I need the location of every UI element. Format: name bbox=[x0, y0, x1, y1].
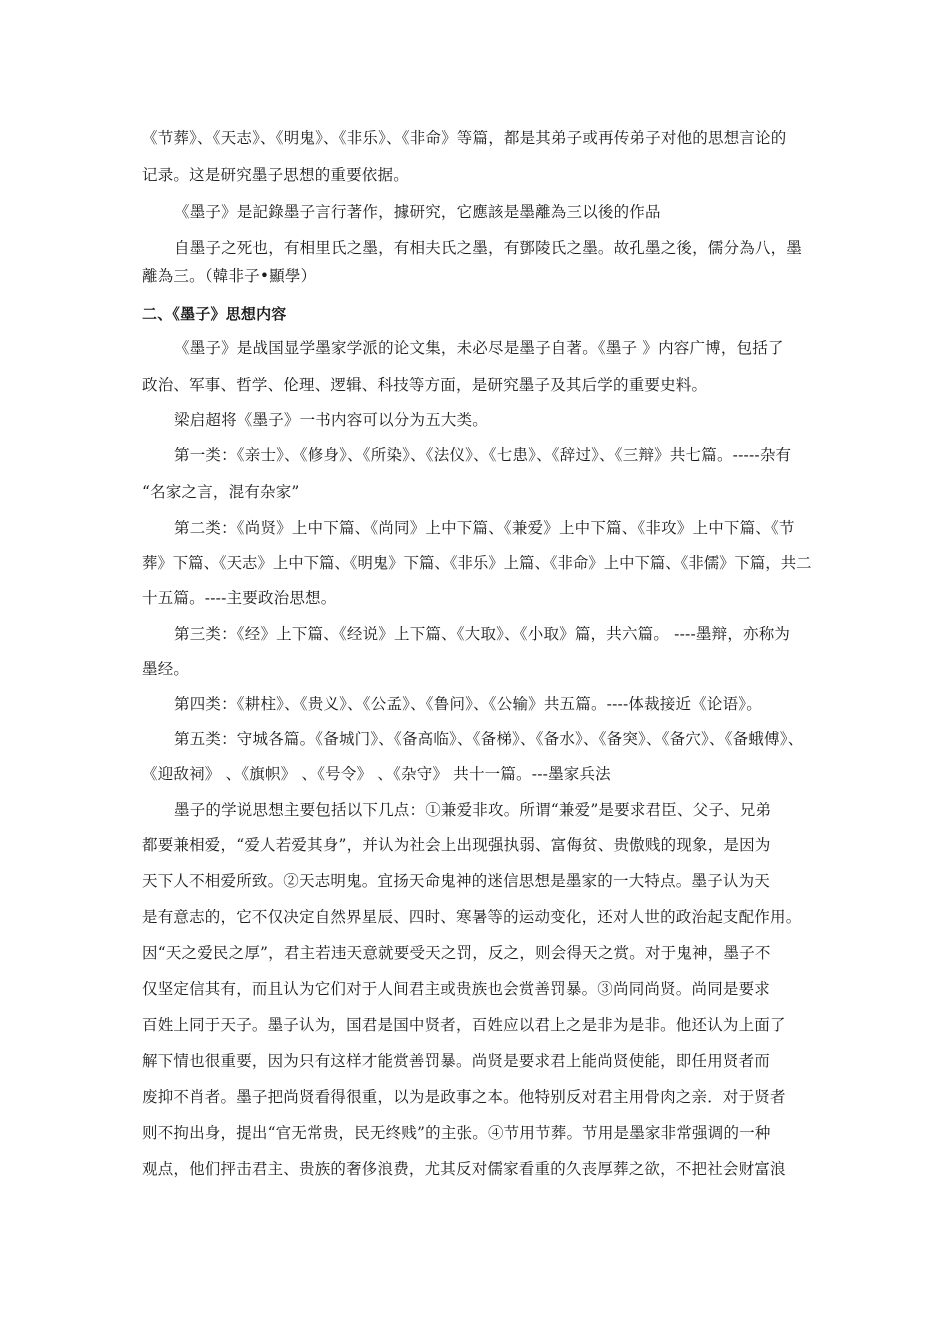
text-line: 《墨子》是战国显学墨家学派的论文集，未必尽是墨子自著。《墨子 》内容广博，包括了 bbox=[174, 339, 784, 357]
text-line: “名家之言，混有杂家” bbox=[142, 483, 300, 501]
text-line: 因“天之爱民之厚”，君主若违天意就要受天之罚，反之，则会得天之赏。对于鬼神，墨子不 bbox=[142, 944, 771, 962]
text-line: 记录。这是研究墨子思想的重要依据。 bbox=[142, 166, 409, 184]
text-line: 自墨子之死也，有相里氏之墨，有相夫氏之墨，有鄧陵氏之墨。故孔墨之後，儒分為八，墨 bbox=[174, 239, 803, 257]
text-line: 百姓上同于天子。墨子认为，国君是国中贤者，百姓应以君上之是非为是非。他还认为上面了 bbox=[142, 1016, 786, 1034]
text-line: 都要兼相爱，“爱人若爱其身”，并认为社会上出现强执弱、富侮贫、贵傲贱的现象，是因为 bbox=[142, 836, 771, 854]
text-line: 梁启超将《墨子》一书内容可以分为五大类。 bbox=[174, 411, 489, 429]
section-heading: 二、《墨子》思想内容 bbox=[142, 305, 287, 323]
text-line: 《墨子》是記錄墨子言行著作，據研究，它應該是墨離為三以後的作品 bbox=[174, 203, 661, 221]
text-line: 第二类：《尚贤》上中下篇、《尚同》上中下篇、《兼爱》上中下篇、《非攻》上中下篇、《节 bbox=[174, 519, 795, 537]
text-line: 废抑不肖者。墨子把尚贤看得很重，以为是政事之本。他特别反对君主用骨肉之亲．对于贤者 bbox=[142, 1088, 786, 1106]
text-line: 是有意志的，它不仅决定自然界星辰、四时、寒暑等的运动变化，还对人世的政治起支配作用。 bbox=[142, 908, 802, 926]
text-line: 十五篇。----主要政治思想。 bbox=[142, 589, 337, 607]
text-line: 《节葬》、《天志》、《明鬼》、《非乐》、《非命》等篇，都是其弟子或再传弟子对他的思想言论的 bbox=[142, 129, 787, 147]
text-line: 第一类：《亲士》、《修身》、《所染》、《法仪》、《七患》、《辞过》、《三辩》共七篇。-----杂有 bbox=[174, 446, 792, 464]
text-line: 观点，他们抨击君主、贵族的奢侈浪费，尤其反对儒家看重的久丧厚葬之欲，不把社会财富浪 bbox=[142, 1160, 786, 1178]
text-line: 墨经。 bbox=[142, 660, 190, 678]
text-line: 《迎敌祠》 、《旗帜》 、《号令》 、《杂守》 共十一篇。---墨家兵法 bbox=[142, 765, 611, 783]
text-line: 第三类：《经》上下篇、《经说》上下篇、《大取》、《小取》篇，共六篇。 ----墨辩，亦称为 bbox=[174, 625, 791, 643]
text-line: 葬》下篇、《天志》上中下篇、《明鬼》下篇、《非乐》上篇、《非命》上中下篇、《非儒》下篇，共二 bbox=[142, 554, 812, 572]
text-line: 第四类：《耕柱》、《贵义》、《公孟》、《鲁问》、《公输》共五篇。----体裁接近《论语》。 bbox=[174, 695, 762, 713]
text-line: 離為三。（韓非子•顯學） bbox=[142, 267, 317, 285]
text-line: 解下情也很重要，因为只有这样才能赏善罚暴。尚贤是要求君上能尚贤使能，即任用贤者而 bbox=[142, 1052, 771, 1070]
text-line: 政治、军事、哲学、伦理、逻辑、科技等方面，是研究墨子及其后学的重要史料。 bbox=[142, 376, 708, 394]
text-line: 天下人不相爱所致。②天志明鬼。宜扬天命鬼神的迷信思想是墨家的一大特点。墨子认为天 bbox=[142, 872, 771, 890]
text-line: 仅坚定信其有，而且认为它们对于人间君主或贵族也会赏善罚暴。③尚同尚贤。尚同是要求 bbox=[142, 980, 771, 998]
text-line: 墨子的学说思想主要包括以下几点：①兼爱非攻。所谓“兼爱”是要求君臣、父子、兄弟 bbox=[174, 801, 772, 819]
text-line: 第五类：守城各篇。《备城门》、《备高临》、《备梯》、《备水》、《备突》、《备穴》、《备蛾傅》、 bbox=[174, 730, 804, 748]
text-line: 则不拘出身，提出“官无常贵，民无终贱”的主张。④节用节葬。节用是墨家非常强调的一种 bbox=[142, 1124, 771, 1142]
